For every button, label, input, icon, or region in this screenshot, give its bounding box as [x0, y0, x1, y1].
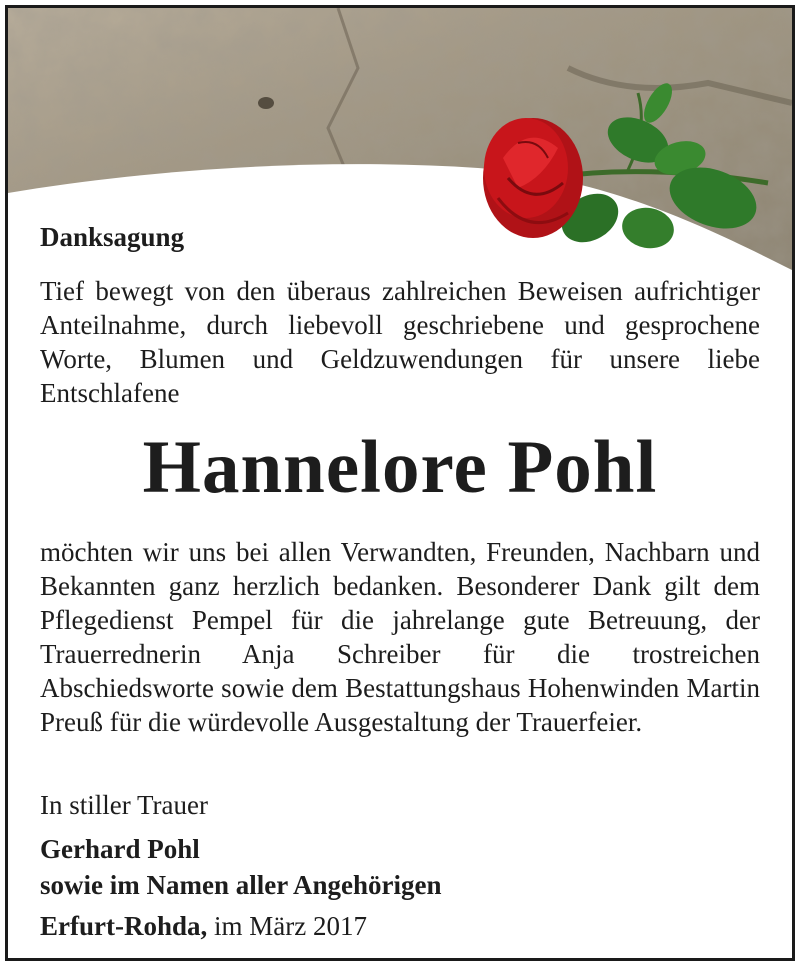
signer-block — [40, 831, 441, 903]
leaf-icon — [553, 79, 765, 252]
red-rose-image — [448, 68, 788, 278]
deceased-name: Hannelore Pohl — [142, 426, 658, 509]
thanks-paragraph: möchten wir uns bei allen Verwandten, Freunden, Nachbarn und Bekannten ganz herzlich bedanken. Besonderer Dank gilt dem Pflegedienst Pempel für die jahrelange gute Betreuung, der Trauerrednerin Anja Schreiber für die trostreichen Abschiedsworte sowie dem Bestattungshaus Hohenwinden Martin Preuß für die würdevolle Ausgestaltung der Trauerfeier. — [40, 537, 760, 737]
closing-phrase: In stiller Trauer — [40, 790, 208, 820]
place-city: Erfurt-Rohda, — [40, 911, 208, 941]
place-date — [40, 911, 367, 942]
signer-relatives: sowie im Namen aller Angehörigen — [40, 870, 442, 900]
intro-paragraph: Tief bewegt von den überaus zahlreichen Beweisen aufrichtiger Anteilnahme, durch liebevoll geschriebene und gesprochene Worte, Blumen und Geldzuwendungen für unsere liebe Entschlafene — [40, 276, 760, 408]
rose-blossom-icon — [483, 118, 583, 238]
obituary-notice — [5, 5, 795, 961]
notice-heading: Danksagung — [40, 222, 185, 252]
signer-name: Gerhard Pohl — [40, 834, 200, 864]
place-date-text: im März 2017 — [214, 911, 367, 941]
